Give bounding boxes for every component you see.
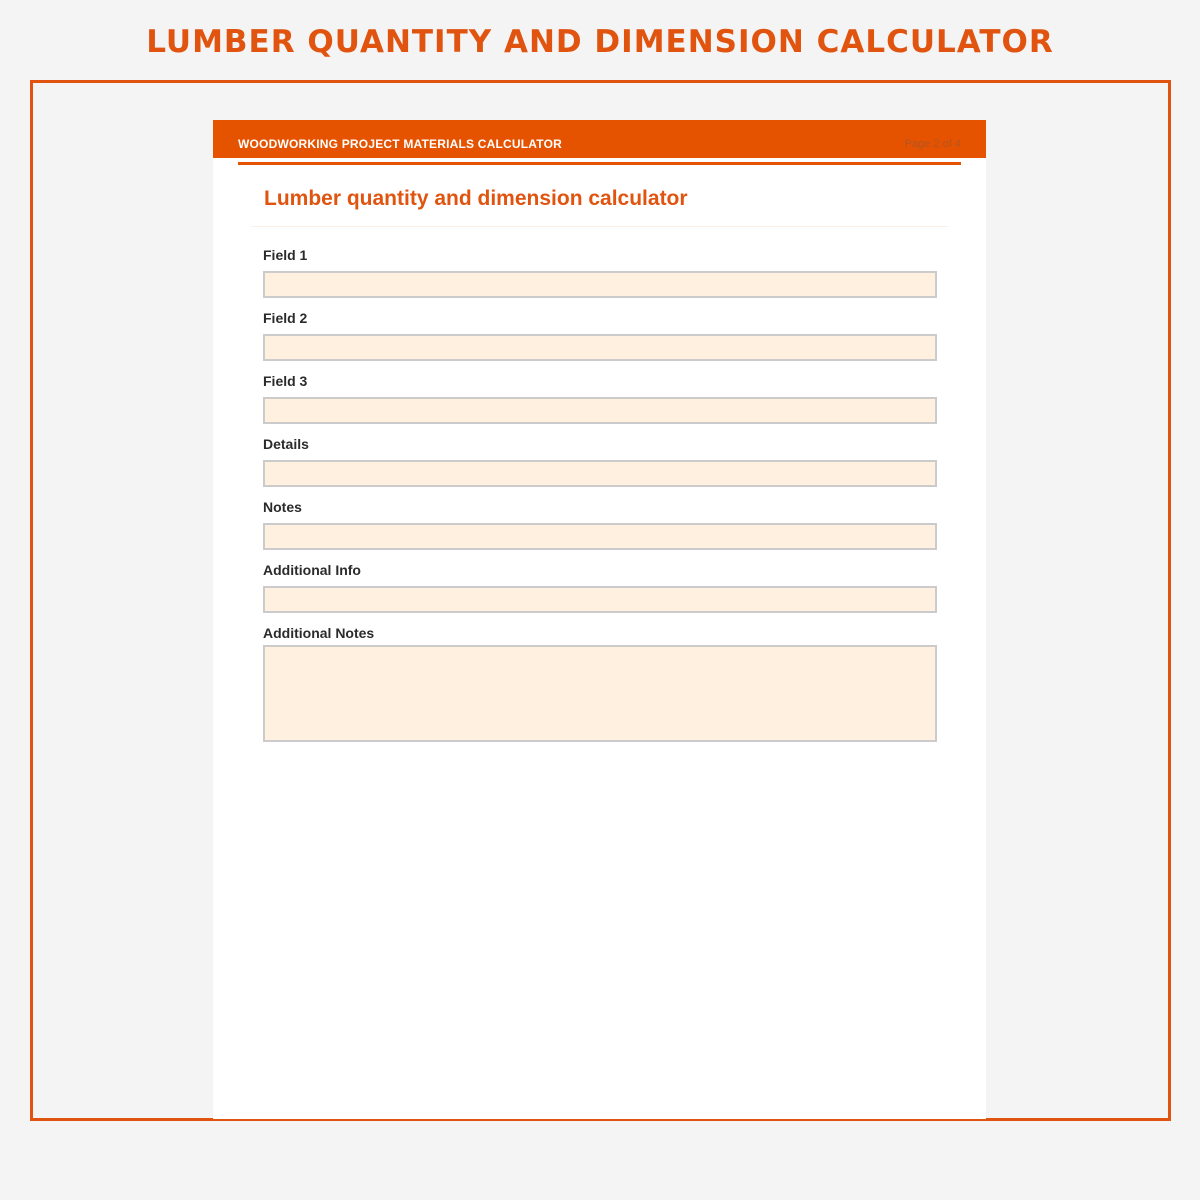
document-header-title: WOODWORKING PROJECT MATERIALS CALCULATOR bbox=[238, 137, 562, 151]
field-1-group bbox=[263, 246, 937, 298]
details-input[interactable] bbox=[263, 460, 937, 487]
notes-group bbox=[263, 498, 937, 550]
page-title: LUMBER QUANTITY AND DIMENSION CALCULATOR bbox=[146, 24, 1054, 60]
field-2-input[interactable] bbox=[263, 334, 937, 361]
notes-input[interactable] bbox=[263, 523, 937, 550]
field-2-label: Field 2 bbox=[263, 310, 308, 326]
details-group bbox=[263, 435, 937, 487]
field-1-label: Field 1 bbox=[263, 247, 308, 263]
additional-notes-label: Additional Notes bbox=[263, 625, 375, 641]
header-divider bbox=[238, 162, 961, 165]
additional-notes-group bbox=[263, 624, 937, 742]
field-3-input[interactable] bbox=[263, 397, 937, 424]
additional-info-input[interactable] bbox=[263, 586, 937, 613]
field-2-group bbox=[263, 309, 937, 361]
document-page bbox=[213, 120, 986, 1120]
field-3-group bbox=[263, 372, 937, 424]
field-3-label: Field 3 bbox=[263, 373, 308, 389]
additional-notes-textarea[interactable] bbox=[263, 645, 937, 742]
document-header-bar bbox=[213, 120, 986, 158]
notes-label: Notes bbox=[263, 499, 302, 515]
additional-info-label: Additional Info bbox=[263, 562, 361, 578]
details-label: Details bbox=[263, 436, 309, 452]
title-divider bbox=[251, 226, 948, 227]
additional-info-group bbox=[263, 561, 937, 613]
field-1-input[interactable] bbox=[263, 271, 937, 298]
form-title: Lumber quantity and dimension calculator bbox=[264, 187, 688, 210]
page-indicator: Page 2 of 4 bbox=[904, 138, 961, 150]
